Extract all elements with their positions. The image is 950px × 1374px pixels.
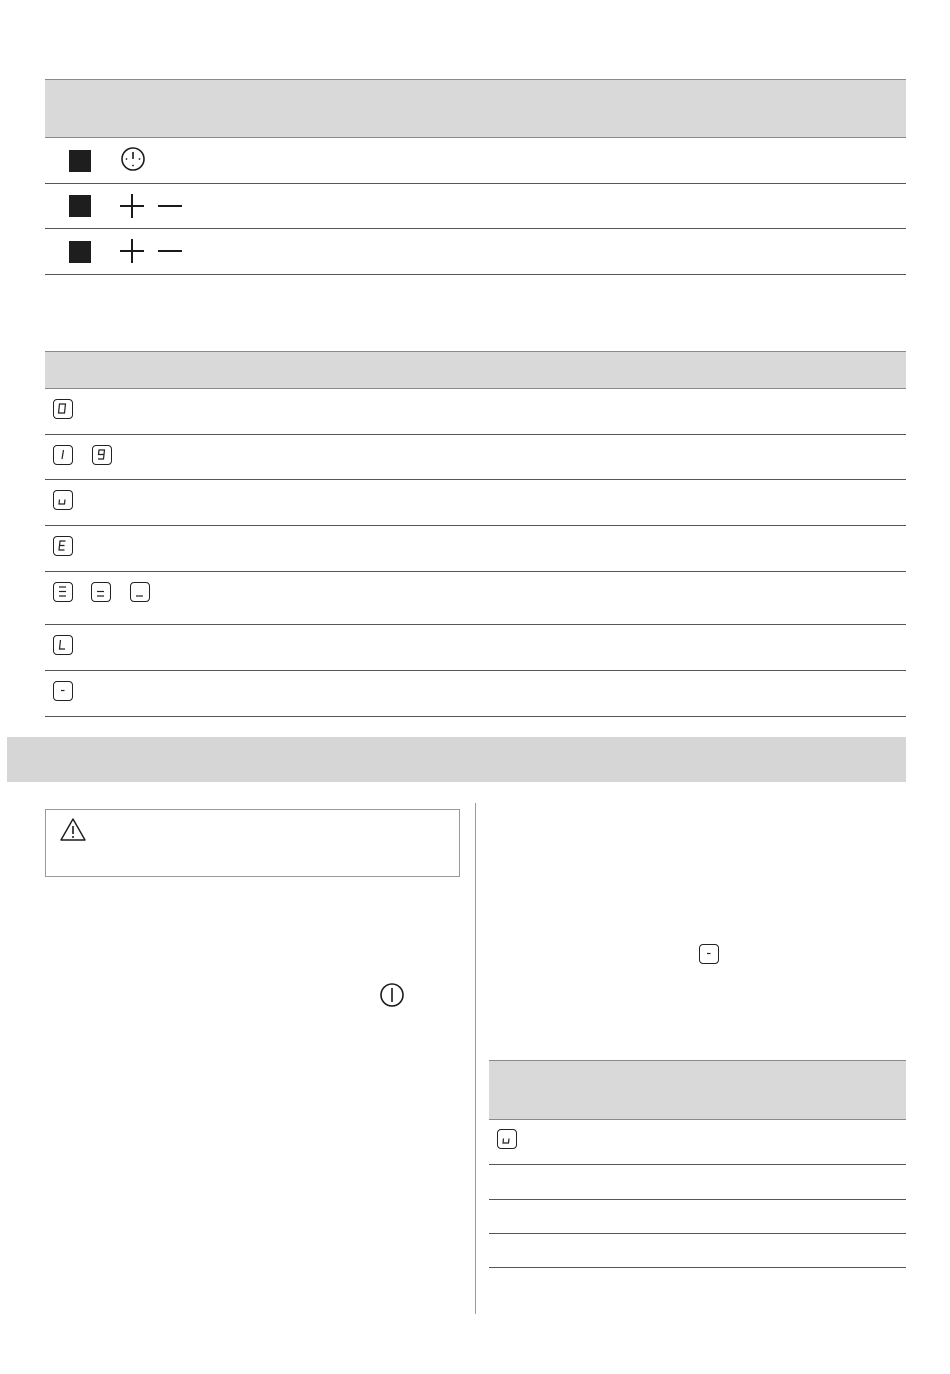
minus-icon[interactable]	[157, 193, 183, 219]
key-square	[69, 241, 91, 263]
display-symbol-one-bar	[130, 582, 150, 602]
plus-icon[interactable]	[119, 238, 145, 264]
minus-icon[interactable]	[157, 238, 183, 264]
key-square	[69, 150, 91, 172]
table-rule	[45, 571, 906, 572]
plus-icon[interactable]	[119, 193, 145, 219]
display-symbol-dash	[53, 681, 73, 701]
display-symbol-u	[53, 490, 73, 510]
table-rule	[45, 228, 906, 229]
table-rule	[45, 274, 906, 275]
warning-box	[45, 809, 460, 877]
column-divider	[475, 803, 476, 1314]
on-off-icon[interactable]	[120, 146, 146, 172]
display-symbol-0	[53, 399, 73, 419]
display-symbol-two-bars	[91, 582, 111, 602]
display-symbol-1	[53, 445, 73, 465]
table-rule	[489, 1233, 906, 1234]
key-square	[69, 195, 91, 217]
table-rule	[489, 1164, 906, 1165]
display-symbol-9	[92, 445, 112, 465]
table-rule	[45, 624, 906, 625]
table-rule	[45, 434, 906, 435]
display-symbol-u	[497, 1129, 517, 1149]
table-rule	[45, 716, 906, 717]
right-table-header	[489, 1060, 906, 1120]
table-rule	[45, 525, 906, 526]
on-off-icon-inline	[379, 982, 405, 1008]
display-symbol-e	[53, 536, 73, 556]
dash-display-icon	[699, 944, 719, 964]
warning-triangle-icon	[59, 817, 87, 843]
table-rule	[45, 670, 906, 671]
display-symbol-l	[53, 635, 73, 655]
table-rule	[489, 1199, 906, 1200]
display-table-header	[45, 351, 906, 389]
table-rule	[45, 479, 906, 480]
table-rule	[45, 183, 906, 184]
section-heading-band	[7, 737, 906, 782]
table-rule	[489, 1267, 906, 1268]
sensor-table-header	[45, 79, 906, 138]
display-symbol-three-bars	[53, 582, 73, 602]
